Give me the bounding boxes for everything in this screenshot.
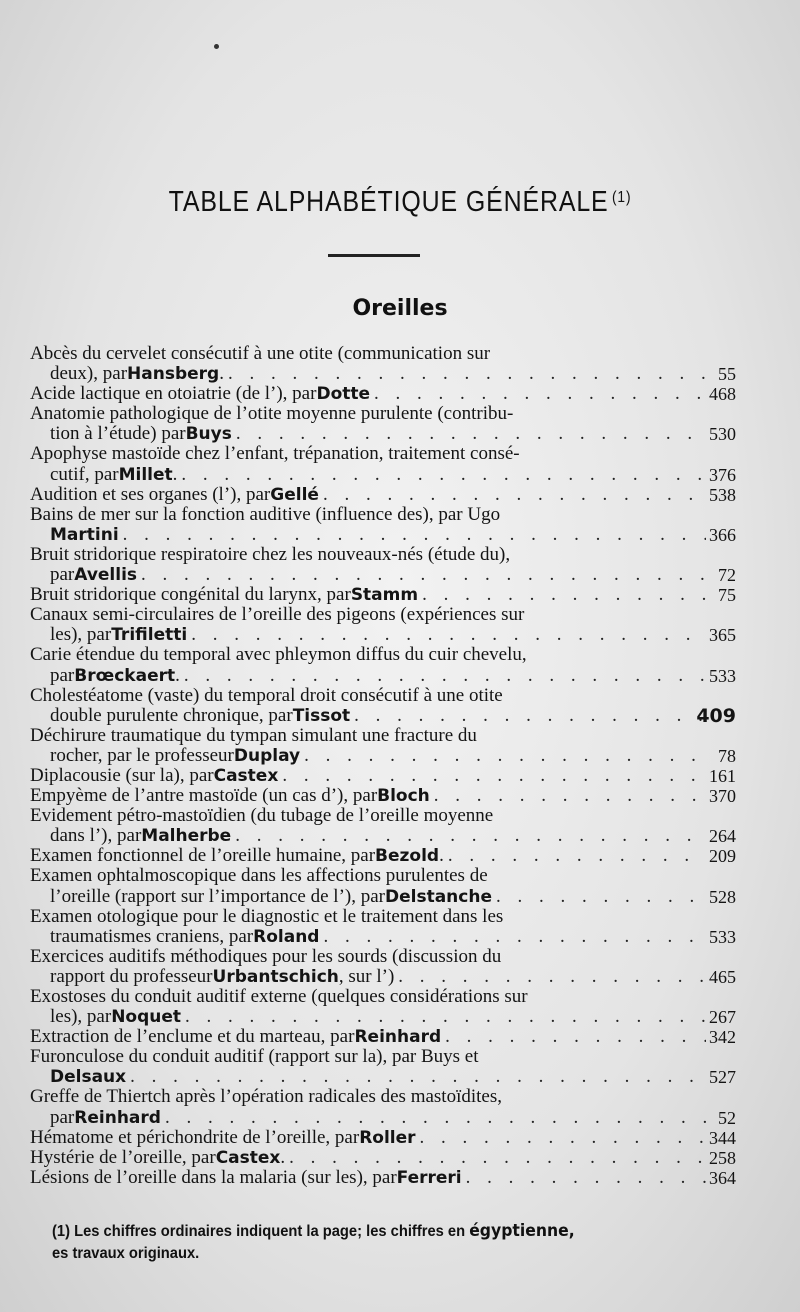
entry-text: Greffe de Thiertch après l’opération radicales des mastoïdites, [30, 1086, 503, 1108]
entry-final-line [30, 463, 736, 485]
index-entry [30, 805, 736, 847]
leader-dots [123, 525, 706, 545]
index-entry [30, 785, 736, 807]
entry-line [30, 1087, 710, 1107]
author-name: Trifiletti [111, 625, 188, 646]
page-number: 409 [696, 704, 736, 727]
leader-dots [323, 485, 706, 505]
page-number: 370 [709, 786, 736, 807]
entry-final-line [30, 363, 736, 385]
entry-text: tion à l’étude) par [50, 423, 186, 445]
entry-text: Hématome et périchondrite de l’oreille, par [30, 1126, 360, 1148]
index-entry [30, 905, 736, 947]
page-number: 267 [709, 1007, 736, 1028]
entry-text: Déchirure traumatique du tympan simulant une fracture du [30, 724, 477, 746]
entry-final-line [30, 1126, 736, 1148]
author-name: Buys [185, 424, 232, 445]
leader-dots [228, 364, 706, 384]
author-name: Ferreri [396, 1167, 462, 1188]
entry-final-line [30, 845, 736, 867]
index-entry [30, 865, 736, 907]
entry-final-line [30, 664, 736, 686]
entry-final-line [30, 925, 736, 947]
entry-line [30, 344, 710, 364]
entry-final-line [30, 584, 736, 606]
author-name: Roland [253, 926, 320, 947]
entry-text: Carie étendue du temporal avec phleymon diffus du cuir chevelu, [30, 644, 527, 666]
entry-final-line [30, 624, 736, 646]
entry-text: dans l’), par [50, 825, 142, 847]
entry-line [30, 505, 710, 525]
section-heading: Oreilles [352, 296, 448, 321]
entry-line [30, 444, 710, 464]
author-name: Stamm [350, 585, 419, 606]
footnote-line-2: es travaux originaux. [52, 1245, 200, 1262]
leader-dots [354, 706, 706, 726]
leader-dots [304, 746, 706, 766]
index-entry [30, 1026, 736, 1048]
entry-text: Bruit stridorique congénital du larynx, par [30, 584, 351, 606]
entry-text: Evidement pétro-mastoïdien (du tubage de l’oreille moyenne [30, 805, 494, 827]
leader-dots [422, 585, 706, 605]
footnote-marker: (1) [52, 1223, 70, 1240]
entry-line [30, 987, 710, 1007]
page-number: 530 [709, 424, 736, 445]
entry-line [30, 686, 710, 706]
title-footnote-marker: (1) [611, 189, 632, 206]
author-name: Bezold [375, 846, 440, 867]
entry-text: Diplacousie (sur la), par [30, 764, 214, 786]
footnote-text: Les chiffres ordinaires indiquent la page; les chiffres en [74, 1223, 470, 1240]
page-number: 366 [709, 524, 736, 545]
entry-text: cutif, par [50, 463, 119, 485]
entry-line [30, 806, 710, 826]
leader-dots [165, 1108, 706, 1128]
entry-suffix: . [219, 363, 224, 385]
leader-dots [466, 1168, 706, 1188]
footnote-line-1 [52, 1220, 678, 1243]
index-entry [30, 764, 736, 786]
leader-dots [434, 786, 706, 806]
leader-dots [191, 625, 706, 645]
leader-dots [181, 465, 706, 485]
page-number: 264 [709, 826, 736, 847]
index-entry [30, 986, 736, 1028]
entry-final-line [30, 825, 736, 847]
page-title-text: TABLE ALPHABÉTIQUE GÉNÉRALE [168, 186, 609, 218]
page-number: 364 [709, 1167, 736, 1188]
entry-line [30, 1047, 710, 1067]
entry-final-line [30, 383, 736, 405]
author-name: Castex [215, 1147, 281, 1168]
index-entry [30, 724, 736, 766]
entry-text: rapport du professeur [50, 965, 213, 987]
entry-line [30, 947, 710, 967]
entry-text: l’oreille (rapport sur l’importance de l’), par [50, 885, 385, 907]
author-name: Duplay [233, 745, 301, 766]
entry-line [30, 404, 710, 424]
entry-text: Extraction de l’enclume et du marteau, par [30, 1026, 355, 1048]
index-entry [30, 684, 736, 727]
leader-dots [236, 424, 706, 444]
leader-dots [289, 1148, 706, 1168]
entry-text: par [50, 1106, 75, 1128]
author-name: Brœckaert [74, 665, 176, 686]
index-entry [30, 483, 736, 505]
entry-text: Anatomie pathologique de l’otite moyenne purulente (contribu- [30, 403, 514, 425]
page-number: 533 [709, 665, 736, 686]
index-entry [30, 945, 736, 987]
entry-final-line [30, 785, 736, 807]
entry-line [30, 605, 710, 625]
page-number: 528 [709, 886, 736, 907]
author-name: Reinhard [354, 1027, 442, 1048]
index-entry [30, 1046, 736, 1088]
entry-final-line [30, 1026, 736, 1048]
entry-text: Lésions de l’oreille dans la malaria (sur les), par [30, 1166, 397, 1188]
entry-text: traumatismes craniens, par [50, 925, 254, 947]
leader-dots [184, 666, 706, 686]
page-number: 209 [709, 846, 736, 867]
entry-text: Examen fonctionnel de l’oreille humaine, par [30, 845, 376, 867]
index-entry [30, 604, 736, 646]
page-number: 258 [709, 1147, 736, 1168]
page-number: 527 [709, 1067, 736, 1088]
entry-suffix: . [439, 845, 444, 867]
entry-final-line [30, 1006, 736, 1028]
entry-text: Exostoses du conduit auditif externe (quelques considérations sur [30, 986, 528, 1007]
footnote [52, 1220, 678, 1265]
footnote-emphasis: égyptienne, [469, 1221, 575, 1241]
entry-text: Hystérie de l’oreille, par [30, 1146, 216, 1168]
author-name: Hansberg [127, 364, 220, 385]
entry-text: les), par [50, 1006, 112, 1028]
page-number: 538 [709, 484, 736, 505]
entry-text: Empyème de l’antre mastoïde (un cas d’), par [30, 785, 378, 807]
author-name: Tissot [292, 705, 351, 726]
page-number: 78 [718, 745, 736, 766]
entry-text: Canaux semi-circulaires de l’oreille des pigeons (expériences sur [30, 604, 525, 626]
page-number: 52 [718, 1107, 736, 1128]
entry-line [30, 866, 710, 886]
index-entry [30, 403, 736, 445]
entry-text: Audition et ses organes (l’), par [30, 483, 271, 505]
entry-final-line [30, 483, 736, 505]
entry-line [30, 907, 710, 927]
ink-speck [214, 44, 219, 49]
entry-text: Examen ophtalmoscopique dans les affections purulentes de [30, 865, 488, 887]
entry-text: Acide lactique en otoiatrie (de l’), par [30, 383, 317, 405]
entry-final-line [30, 564, 736, 586]
index-entries [30, 343, 736, 1188]
entry-final-line [30, 1106, 736, 1128]
author-name: Malherbe [141, 826, 232, 847]
entry-text: Bains de mer sur la fonction auditive (influence des), par Ugo [30, 503, 501, 525]
entry-suffix: . [280, 1146, 286, 1168]
entry-final-line [30, 1067, 736, 1088]
index-entry [30, 584, 736, 606]
entry-line [30, 726, 710, 746]
index-entry [30, 543, 736, 586]
entry-text: Exercices auditifs méthodiques pour les sourds (discussion du [30, 945, 502, 967]
leader-dots [130, 1067, 706, 1087]
entry-final-line [30, 1146, 736, 1168]
entry-line [30, 645, 710, 665]
index-entry [30, 1166, 736, 1188]
entry-final-line [30, 704, 736, 727]
author-name: Delstanche [385, 886, 492, 907]
leader-dots [445, 1027, 706, 1047]
index-entry [30, 1146, 736, 1168]
entry-text: les), par [50, 624, 112, 646]
leader-dots [374, 384, 706, 404]
author-name: Urbantschich [212, 966, 339, 987]
index-entry [30, 503, 736, 545]
author-name: Noquet [111, 1007, 182, 1028]
leader-dots [235, 826, 706, 846]
leader-dots [185, 1007, 706, 1027]
author-name: Bloch [377, 786, 430, 807]
leader-dots [282, 766, 706, 786]
page-number: 342 [709, 1027, 736, 1048]
entry-text: Examen otologique pour le diagnostic et le traitement dans les [30, 905, 504, 927]
author-name: Delsaux [50, 1067, 127, 1088]
index-entry [30, 443, 736, 485]
entry-text: par [50, 564, 75, 586]
index-entry [30, 383, 736, 405]
entry-final-line [30, 885, 736, 907]
entry-text: par [50, 664, 75, 686]
index-entry [30, 644, 736, 686]
entry-final-line [30, 744, 736, 766]
author-name: Roller [359, 1127, 416, 1148]
entry-suffix: . [172, 463, 178, 485]
leader-dots [323, 927, 706, 947]
page-number: 75 [718, 585, 736, 606]
leader-dots [448, 846, 706, 866]
index-entry [30, 845, 736, 867]
author-name: Millet [118, 464, 173, 485]
page-number: 465 [709, 966, 736, 987]
entry-final-line [30, 1166, 736, 1188]
author-name: Dotte [316, 384, 371, 405]
author-name: Gellé [270, 484, 319, 505]
entry-text: deux), par [50, 363, 128, 385]
entry-final-line [30, 965, 736, 987]
entry-final-line [30, 423, 736, 445]
index-entry [30, 343, 736, 385]
entry-final-line [30, 764, 736, 786]
leader-dots [398, 967, 706, 987]
leader-dots [141, 565, 706, 585]
author-name: Avellis [74, 565, 138, 586]
index-entry [30, 1126, 736, 1148]
entry-text: Apophyse mastoïde chez l’enfant, trépanation, traitement consé- [30, 443, 520, 465]
page-number: 365 [709, 625, 736, 646]
entry-text: Abcès du cervelet consécutif à une otite (communication sur [30, 343, 491, 364]
entry-suffix: , sur l’) [338, 965, 395, 987]
author-name: Reinhard [74, 1107, 161, 1128]
entry-text: Bruit stridorique respiratoire chez les nouveaux-nés (étude du), [30, 543, 511, 565]
entry-text: rocher, par le professeur [50, 744, 234, 766]
leader-dots [496, 887, 706, 907]
page-title [56, 186, 744, 219]
title-rule [328, 254, 420, 257]
entry-suffix: . [175, 664, 180, 686]
entry-text: Furonculose du conduit auditif (rapport sur la), par Buys et [30, 1046, 479, 1068]
entry-text: Cholestéatome (vaste) du temporal droit consécutif à une otite [30, 684, 503, 706]
page-number: 161 [709, 765, 736, 786]
page-number: 72 [718, 565, 736, 586]
index-entry [30, 1086, 736, 1128]
page-number: 376 [709, 464, 736, 485]
page-number: 468 [709, 384, 736, 405]
page-number: 533 [709, 926, 736, 947]
entry-final-line [30, 524, 736, 545]
page-number: 344 [709, 1127, 736, 1148]
entry-text: double purulente chronique, par [50, 704, 293, 726]
author-name: Martini [50, 524, 119, 545]
entry-line [30, 545, 710, 565]
leader-dots [420, 1128, 706, 1148]
author-name: Castex [213, 765, 279, 786]
page-number: 55 [718, 364, 736, 385]
